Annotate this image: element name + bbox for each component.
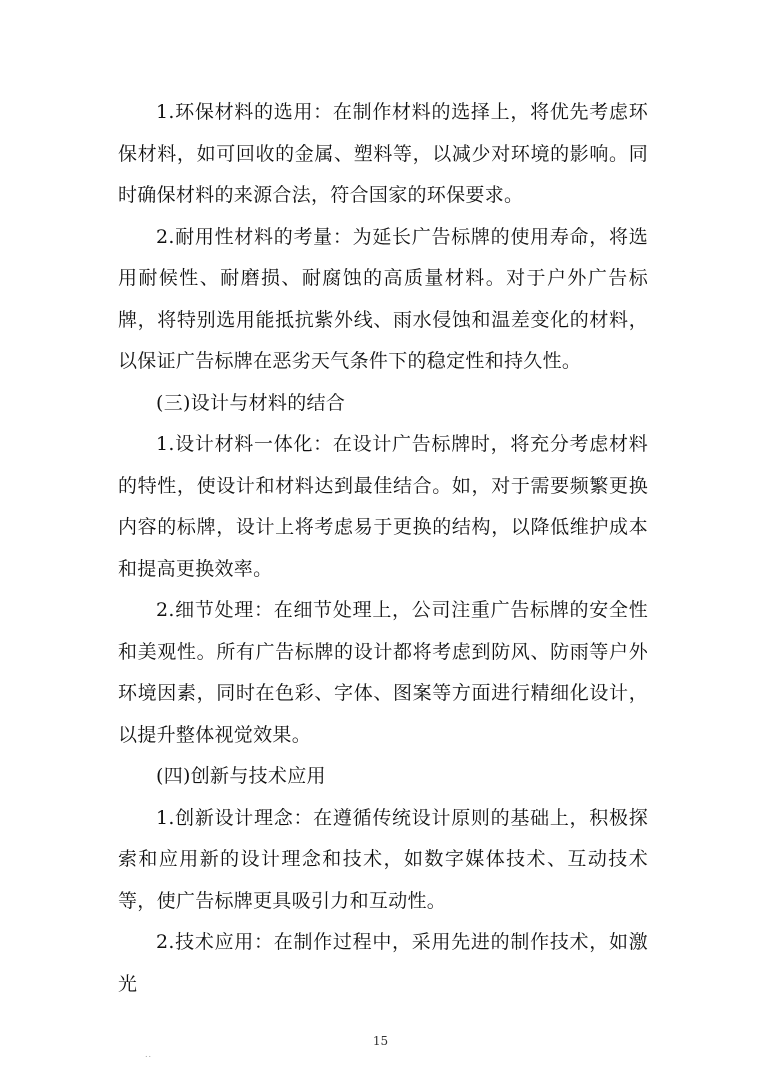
corner-mark: .. xyxy=(145,1050,153,1059)
page-number: 15 xyxy=(372,1034,389,1048)
paragraph-innovative-design: 1.创新设计理念：在遵循传统设计原则的基础上，积极探索和应用新的设计理念和技术，如数字媒体技术、互动技术等，使广告标牌更具吸引力和互动性。 xyxy=(118,806,648,912)
body-text xyxy=(118,92,648,1005)
paragraph-durable-materials: 2.耐用性材料的考量：为延长广告标牌的使用寿命，将选用耐候性、耐磨损、耐腐蚀的高质量材料。对于户外广告标牌，将特别选用能抵抗紫外线、雨水侵蚀和温差变化的材料，以保证广告标牌在恶劣天气条件下的稳定性和持久性。 xyxy=(118,225,648,372)
paragraph-detail-handling: 2.细节处理：在细节处理上，公司注重广告标牌的安全性和美观性。所有广告标牌的设计都将考虑到防风、防雨等户外环境因素，同时在色彩、字体、图案等方面进行精细化设计，以提升整体视觉效果。 xyxy=(118,599,648,746)
paragraph-eco-materials: 1.环保材料的选用：在制作材料的选择上，将优先考虑环保材料，如可回收的金属、塑料等，以减少对环境的影响。同时确保材料的来源合法，符合国家的环保要求。 xyxy=(118,101,648,206)
paragraph-design-integration: 1.设计材料一体化：在设计广告标牌时，将充分考虑材料的特性，使设计和材料达到最佳结合。如，对于需要频繁更换内容的标牌，设计上将考虑易于更换的结构，以降低维护成本和提高更换效率。 xyxy=(118,433,648,580)
paragraph-technology-application: 2.技术应用：在制作过程中，采用先进的制作技术，如激光 xyxy=(118,931,648,995)
section-heading-design-materials: (三)设计与材料的结合 xyxy=(156,391,346,414)
section-heading-innovation: (四)创新与技术应用 xyxy=(156,765,326,787)
